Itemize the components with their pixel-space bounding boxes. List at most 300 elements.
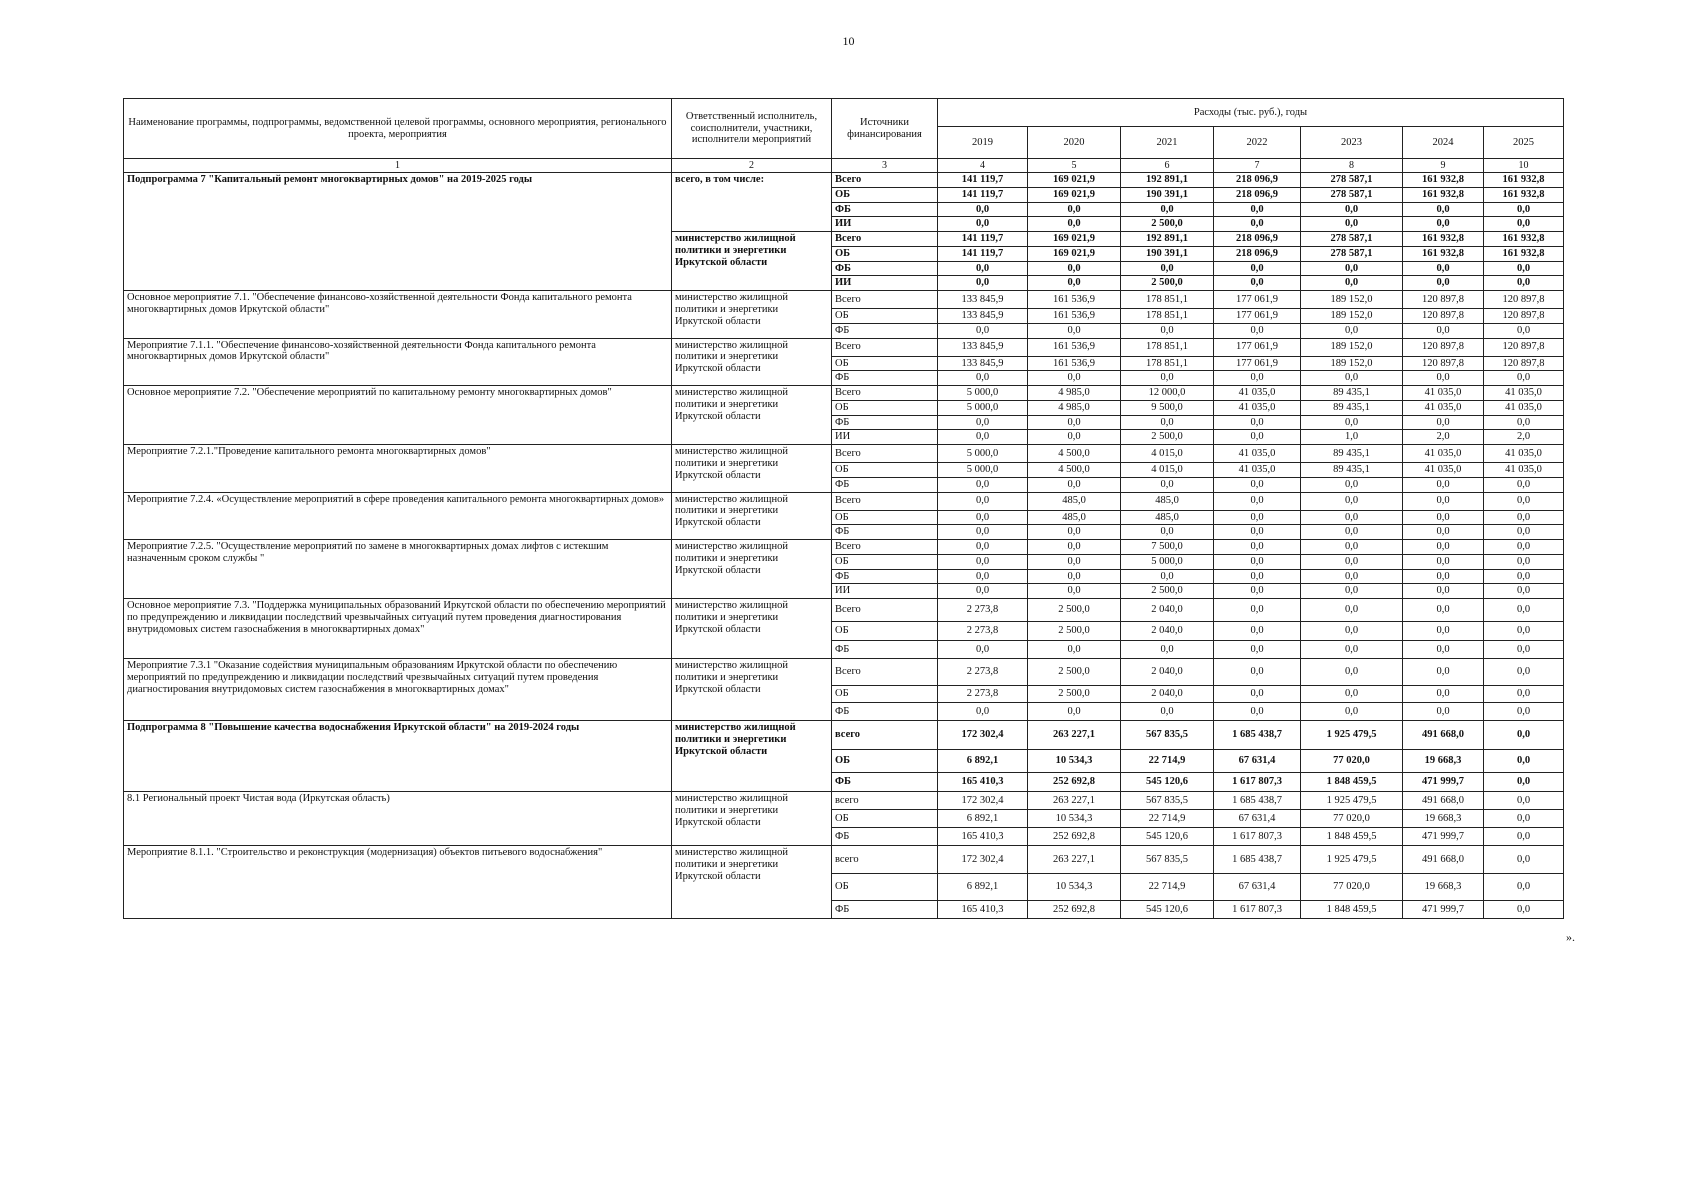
expense-value-cell: 0,0 — [938, 430, 1028, 445]
column-number: 8 — [1301, 159, 1403, 173]
expense-value-cell: 0,0 — [1214, 686, 1301, 703]
funding-source-cell: Всего — [832, 599, 938, 622]
expense-value-cell: 141 119,7 — [938, 246, 1028, 261]
expense-value-cell: 1 925 479,5 — [1301, 792, 1403, 810]
expense-value-cell: 2 500,0 — [1121, 217, 1214, 232]
expense-value-cell: 2 500,0 — [1028, 686, 1121, 703]
expense-value-cell: 0,0 — [1484, 525, 1564, 540]
expense-value-cell: 41 035,0 — [1403, 386, 1484, 401]
expense-value-cell: 0,0 — [938, 371, 1028, 386]
expense-value-cell: 1 925 479,5 — [1301, 846, 1403, 874]
expense-value-cell: 278 587,1 — [1301, 246, 1403, 261]
expense-value-cell: 41 035,0 — [1484, 386, 1564, 401]
expense-value-cell: 120 897,8 — [1484, 309, 1564, 324]
expense-value-cell: 5 000,0 — [938, 400, 1028, 415]
expense-value-cell: 1 617 807,3 — [1214, 828, 1301, 846]
expense-value-cell: 0,0 — [1121, 323, 1214, 338]
expense-value-cell: 218 096,9 — [1214, 232, 1301, 247]
expense-value-cell: 0,0 — [1301, 276, 1403, 291]
expense-value-cell: 6 892,1 — [938, 810, 1028, 828]
expense-value-cell: 471 999,7 — [1403, 901, 1484, 919]
funding-source-cell: всего — [832, 846, 938, 874]
expense-value-cell: 0,0 — [938, 477, 1028, 492]
expense-value-cell: 0,0 — [1301, 525, 1403, 540]
program-name-cell: Основное мероприятие 7.3. "Поддержка муниципальных образований Иркутской области по обеспечению мероприятий по предупреждению и ликвидации последствий чрезвычайных ситуаций путем проведения диагностирования внутридомовых систем газоснабжения в многоквартирных домах" — [124, 599, 672, 659]
expense-value-cell: 4 015,0 — [1121, 463, 1214, 478]
responsible-cell: министерство жилищной политики и энергетики Иркутской области — [672, 846, 832, 919]
expense-value-cell: 0,0 — [1484, 276, 1564, 291]
expense-value-cell: 2 040,0 — [1121, 659, 1214, 686]
expense-value-cell: 0,0 — [938, 261, 1028, 276]
expense-value-cell: 252 692,8 — [1028, 773, 1121, 792]
expense-value-cell: 41 035,0 — [1403, 445, 1484, 463]
expense-value-cell: 0,0 — [1028, 477, 1121, 492]
funding-source-cell: ФБ — [832, 641, 938, 659]
funding-source-cell: ОБ — [832, 750, 938, 773]
expense-value-cell: 0,0 — [1484, 792, 1564, 810]
header-expenses: Расходы (тыс. руб.), годы — [938, 99, 1564, 127]
expense-value-cell: 0,0 — [938, 510, 1028, 525]
expense-value-cell: 0,0 — [1028, 276, 1121, 291]
expense-value-cell: 0,0 — [1484, 828, 1564, 846]
funding-source-cell: ОБ — [832, 187, 938, 202]
funding-source-cell: ФБ — [832, 773, 938, 792]
funding-source-cell: ОБ — [832, 356, 938, 371]
expense-value-cell: 1 617 807,3 — [1214, 901, 1301, 919]
expense-value-cell: 1 848 459,5 — [1301, 901, 1403, 919]
expense-value-cell: 0,0 — [1301, 703, 1403, 721]
expense-value-cell: 192 891,1 — [1121, 232, 1214, 247]
expense-value-cell: 0,0 — [938, 554, 1028, 569]
funding-source-cell: Всего — [832, 173, 938, 188]
expense-value-cell: 7 500,0 — [1121, 540, 1214, 555]
funding-source-cell: ФБ — [832, 261, 938, 276]
funding-source-cell: Всего — [832, 291, 938, 309]
expense-value-cell: 0,0 — [1301, 217, 1403, 232]
expense-value-cell: 67 631,4 — [1214, 810, 1301, 828]
expense-value-cell: 545 120,6 — [1121, 773, 1214, 792]
closing-quote-mark: ». — [1566, 930, 1575, 944]
funding-source-cell: ФБ — [832, 828, 938, 846]
expense-value-cell: 5 000,0 — [938, 445, 1028, 463]
table-row — [124, 291, 1564, 309]
expense-value-cell: 0,0 — [1403, 599, 1484, 622]
expense-value-cell: 0,0 — [1301, 323, 1403, 338]
expense-value-cell: 0,0 — [1214, 323, 1301, 338]
expense-value-cell: 0,0 — [1301, 584, 1403, 599]
expense-value-cell: 0,0 — [1403, 217, 1484, 232]
responsible-cell: министерство жилищной политики и энергетики Иркутской области — [672, 492, 832, 540]
expense-value-cell: 5 000,0 — [938, 386, 1028, 401]
expense-value-cell: 278 587,1 — [1301, 187, 1403, 202]
expense-value-cell: 485,0 — [1028, 510, 1121, 525]
expense-value-cell: 0,0 — [1403, 492, 1484, 510]
expense-value-cell: 141 119,7 — [938, 173, 1028, 188]
expense-value-cell: 0,0 — [1214, 371, 1301, 386]
program-name-cell: Подпрограмма 7 "Капитальный ремонт многоквартирных домов" на 2019-2025 годы — [124, 173, 672, 291]
expense-value-cell: 0,0 — [1214, 202, 1301, 217]
expense-value-cell: 41 035,0 — [1214, 400, 1301, 415]
expense-value-cell: 0,0 — [1301, 569, 1403, 584]
expense-value-cell: 0,0 — [938, 492, 1028, 510]
expense-value-cell: 0,0 — [1484, 323, 1564, 338]
expense-value-cell: 2 040,0 — [1121, 599, 1214, 622]
funding-source-cell: всего — [832, 792, 938, 810]
expense-value-cell: 0,0 — [1403, 622, 1484, 641]
expense-value-cell: 0,0 — [1403, 540, 1484, 555]
expense-value-cell: 172 302,4 — [938, 846, 1028, 874]
funding-source-cell: ФБ — [832, 477, 938, 492]
expense-value-cell: 0,0 — [1403, 554, 1484, 569]
funding-source-cell: ИИ — [832, 217, 938, 232]
expense-value-cell: 178 851,1 — [1121, 291, 1214, 309]
expense-value-cell: 0,0 — [1214, 510, 1301, 525]
column-number: 1 — [124, 159, 672, 173]
funding-source-cell: всего — [832, 721, 938, 750]
expense-value-cell: 0,0 — [1301, 261, 1403, 276]
expense-value-cell: 189 152,0 — [1301, 291, 1403, 309]
expense-value-cell: 19 668,3 — [1403, 750, 1484, 773]
expense-value-cell: 0,0 — [1214, 217, 1301, 232]
expense-value-cell: 192 891,1 — [1121, 173, 1214, 188]
expense-value-cell: 0,0 — [1214, 554, 1301, 569]
funding-source-cell: ИИ — [832, 276, 938, 291]
expense-value-cell: 0,0 — [1403, 584, 1484, 599]
expense-value-cell: 190 391,1 — [1121, 187, 1214, 202]
expense-value-cell: 190 391,1 — [1121, 246, 1214, 261]
expense-value-cell: 165 410,3 — [938, 901, 1028, 919]
expense-value-cell: 0,0 — [1121, 569, 1214, 584]
expense-value-cell: 0,0 — [1403, 703, 1484, 721]
column-number: 3 — [832, 159, 938, 173]
expense-value-cell: 178 851,1 — [1121, 338, 1214, 356]
funding-source-cell: ОБ — [832, 510, 938, 525]
expense-value-cell: 1 848 459,5 — [1301, 828, 1403, 846]
expense-value-cell: 0,0 — [1484, 599, 1564, 622]
expense-value-cell: 177 061,9 — [1214, 309, 1301, 324]
expense-value-cell: 0,0 — [1484, 622, 1564, 641]
header-sources: Источники финансирования — [832, 99, 938, 159]
funding-source-cell: ОБ — [832, 400, 938, 415]
column-number: 2 — [672, 159, 832, 173]
expense-value-cell: 0,0 — [1028, 430, 1121, 445]
responsible-cell: министерство жилищной политики и энергетики Иркутской области — [672, 659, 832, 721]
expense-value-cell: 545 120,6 — [1121, 901, 1214, 919]
expense-value-cell: 0,0 — [1121, 415, 1214, 430]
expense-value-cell: 2 500,0 — [1121, 584, 1214, 599]
expense-value-cell: 161 536,9 — [1028, 309, 1121, 324]
funding-source-cell: ОБ — [832, 554, 938, 569]
table-row — [124, 386, 1564, 401]
expense-value-cell: 41 035,0 — [1484, 463, 1564, 478]
expense-value-cell: 0,0 — [938, 584, 1028, 599]
expense-value-cell: 263 227,1 — [1028, 721, 1121, 750]
expense-value-cell: 0,0 — [1121, 525, 1214, 540]
expense-value-cell: 77 020,0 — [1301, 874, 1403, 901]
expense-value-cell: 2 040,0 — [1121, 686, 1214, 703]
funding-source-cell: Всего — [832, 386, 938, 401]
expense-value-cell: 89 435,1 — [1301, 445, 1403, 463]
program-name-cell: Мероприятие 7.2.1."Проведение капитального ремонта многоквартирных домов" — [124, 445, 672, 493]
expense-value-cell: 178 851,1 — [1121, 309, 1214, 324]
expense-value-cell: 0,0 — [1403, 510, 1484, 525]
expense-value-cell: 0,0 — [1028, 554, 1121, 569]
expense-value-cell: 177 061,9 — [1214, 356, 1301, 371]
expense-value-cell: 0,0 — [1214, 659, 1301, 686]
expense-value-cell: 252 692,8 — [1028, 901, 1121, 919]
expense-value-cell: 189 152,0 — [1301, 356, 1403, 371]
expense-value-cell: 161 932,8 — [1403, 173, 1484, 188]
expense-value-cell: 4 500,0 — [1028, 445, 1121, 463]
table-row — [124, 721, 1564, 750]
expense-value-cell: 0,0 — [1214, 584, 1301, 599]
expense-value-cell: 41 035,0 — [1214, 445, 1301, 463]
expense-value-cell: 2 500,0 — [1121, 276, 1214, 291]
header-year: 2023 — [1301, 127, 1403, 159]
expense-value-cell: 4 015,0 — [1121, 445, 1214, 463]
expense-value-cell: 0,0 — [1028, 540, 1121, 555]
expense-value-cell: 0,0 — [1403, 477, 1484, 492]
expense-value-cell: 2 040,0 — [1121, 622, 1214, 641]
expense-value-cell: 0,0 — [1484, 371, 1564, 386]
expense-value-cell: 0,0 — [1028, 261, 1121, 276]
expense-value-cell: 10 534,3 — [1028, 810, 1121, 828]
responsible-cell: министерство жилищной политики и энергетики Иркутской области — [672, 291, 832, 339]
expense-value-cell: 0,0 — [1121, 703, 1214, 721]
expense-value-cell: 1 848 459,5 — [1301, 773, 1403, 792]
expense-value-cell: 77 020,0 — [1301, 810, 1403, 828]
expense-value-cell: 0,0 — [1214, 540, 1301, 555]
program-name-cell: Мероприятие 7.2.5. "Осуществление мероприятий по замене в многоквартирных домах лифтов с истекшим назначенным сроком службы " — [124, 540, 672, 599]
program-name-cell: Мероприятие 7.3.1 "Оказание содействия муниципальным образованиям Иркутской области по обеспечению мероприятий по предупреждению и ликвидации последствий чрезвычайных ситуаций путем проведения диагностирования внутридомовых систем газоснабжения в многоквартирных домах" — [124, 659, 672, 721]
expense-value-cell: 0,0 — [1484, 874, 1564, 901]
header-year: 2019 — [938, 127, 1028, 159]
expense-value-cell: 67 631,4 — [1214, 750, 1301, 773]
expense-value-cell: 10 534,3 — [1028, 874, 1121, 901]
expense-value-cell: 1 617 807,3 — [1214, 773, 1301, 792]
responsible-cell: министерство жилищной политики и энергетики Иркутской области — [672, 540, 832, 599]
expense-value-cell: 567 835,5 — [1121, 846, 1214, 874]
expense-value-cell: 0,0 — [1484, 721, 1564, 750]
expense-value-cell: 0,0 — [938, 641, 1028, 659]
expense-value-cell: 5 000,0 — [938, 463, 1028, 478]
funding-source-cell: ИИ — [832, 430, 938, 445]
program-name-cell: Основное мероприятие 7.1. "Обеспечение финансово-хозяйственной деятельности Фонда капитального ремонта многоквартирных домов Иркутской области" — [124, 291, 672, 339]
header-year: 2021 — [1121, 127, 1214, 159]
expense-value-cell: 133 845,9 — [938, 291, 1028, 309]
expense-value-cell: 120 897,8 — [1484, 338, 1564, 356]
funding-source-cell: Всего — [832, 232, 938, 247]
expense-value-cell: 89 435,1 — [1301, 386, 1403, 401]
expense-value-cell: 485,0 — [1028, 492, 1121, 510]
expense-value-cell: 0,0 — [1121, 261, 1214, 276]
expense-value-cell: 1,0 — [1301, 430, 1403, 445]
funding-source-cell: ИИ — [832, 584, 938, 599]
expense-value-cell: 0,0 — [1028, 371, 1121, 386]
expense-value-cell: 0,0 — [1028, 323, 1121, 338]
expense-value-cell: 1 925 479,5 — [1301, 721, 1403, 750]
expense-value-cell: 0,0 — [1214, 599, 1301, 622]
table-row — [124, 792, 1564, 810]
expense-value-cell: 485,0 — [1121, 492, 1214, 510]
expense-value-cell: 89 435,1 — [1301, 400, 1403, 415]
expense-value-cell: 161 932,8 — [1403, 187, 1484, 202]
expense-value-cell: 41 035,0 — [1403, 463, 1484, 478]
expense-value-cell: 0,0 — [938, 703, 1028, 721]
expense-value-cell: 0,0 — [1484, 510, 1564, 525]
expense-value-cell: 0,0 — [938, 276, 1028, 291]
expense-value-cell: 133 845,9 — [938, 356, 1028, 371]
expense-value-cell: 0,0 — [1301, 510, 1403, 525]
expense-value-cell: 161 932,8 — [1403, 232, 1484, 247]
expense-value-cell: 0,0 — [1484, 686, 1564, 703]
program-name-cell: Мероприятие 8.1.1. "Строительство и реконструкция (модернизация) объектов питьевого водоснабжения" — [124, 846, 672, 919]
expense-value-cell: 0,0 — [1214, 415, 1301, 430]
expense-value-cell: 0,0 — [938, 415, 1028, 430]
expense-value-cell: 491 668,0 — [1403, 792, 1484, 810]
expense-value-cell: 141 119,7 — [938, 187, 1028, 202]
expense-value-cell: 2 273,8 — [938, 622, 1028, 641]
header-year: 2025 — [1484, 127, 1564, 159]
expense-value-cell: 471 999,7 — [1403, 773, 1484, 792]
expense-value-cell: 141 119,7 — [938, 232, 1028, 247]
expense-value-cell: 0,0 — [1301, 415, 1403, 430]
expense-value-cell: 0,0 — [1301, 540, 1403, 555]
expense-value-cell: 0,0 — [938, 323, 1028, 338]
funding-source-cell: ФБ — [832, 415, 938, 430]
expense-value-cell: 491 668,0 — [1403, 846, 1484, 874]
program-name-cell: 8.1 Региональный проект Чистая вода (Иркутская область) — [124, 792, 672, 846]
expense-value-cell: 0,0 — [938, 525, 1028, 540]
expense-value-cell: 0,0 — [1121, 477, 1214, 492]
funding-source-cell: Всего — [832, 445, 938, 463]
expense-value-cell: 0,0 — [1403, 659, 1484, 686]
expense-value-cell: 218 096,9 — [1214, 187, 1301, 202]
expense-value-cell: 178 851,1 — [1121, 356, 1214, 371]
expense-value-cell: 0,0 — [1301, 641, 1403, 659]
expense-value-cell: 120 897,8 — [1403, 338, 1484, 356]
expense-value-cell: 2 500,0 — [1121, 430, 1214, 445]
expense-value-cell: 2,0 — [1403, 430, 1484, 445]
expense-value-cell: 189 152,0 — [1301, 309, 1403, 324]
expense-value-cell: 12 000,0 — [1121, 386, 1214, 401]
expense-value-cell: 172 302,4 — [938, 792, 1028, 810]
expense-value-cell: 567 835,5 — [1121, 792, 1214, 810]
expense-value-cell: 0,0 — [1484, 202, 1564, 217]
funding-source-cell: ОБ — [832, 622, 938, 641]
expense-value-cell: 120 897,8 — [1403, 309, 1484, 324]
table-row — [124, 492, 1564, 510]
expense-value-cell: 0,0 — [1484, 477, 1564, 492]
funding-source-cell: ОБ — [832, 246, 938, 261]
responsible-cell: министерство жилищной политики и энергетики Иркутской области — [672, 386, 832, 445]
responsible-cell: всего, в том числе: — [672, 173, 832, 232]
expense-value-cell: 0,0 — [1214, 477, 1301, 492]
responsible-cell: министерство жилищной политики и энергетики Иркутской области — [672, 338, 832, 386]
funding-source-cell: Всего — [832, 338, 938, 356]
expense-value-cell: 133 845,9 — [938, 338, 1028, 356]
expense-value-cell: 9 500,0 — [1121, 400, 1214, 415]
expense-value-cell: 0,0 — [938, 569, 1028, 584]
expense-value-cell: 0,0 — [1301, 477, 1403, 492]
expense-value-cell: 0,0 — [1403, 641, 1484, 659]
expense-value-cell: 0,0 — [1403, 525, 1484, 540]
expense-value-cell: 41 035,0 — [1214, 463, 1301, 478]
expense-value-cell: 252 692,8 — [1028, 828, 1121, 846]
responsible-cell: министерство жилищной политики и энергетики Иркутской области — [672, 792, 832, 846]
column-number: 5 — [1028, 159, 1121, 173]
expense-value-cell: 278 587,1 — [1301, 232, 1403, 247]
expense-value-cell: 0,0 — [1403, 276, 1484, 291]
expense-value-cell: 77 020,0 — [1301, 750, 1403, 773]
expense-value-cell: 165 410,3 — [938, 773, 1028, 792]
expense-value-cell: 0,0 — [1484, 261, 1564, 276]
expense-value-cell: 120 897,8 — [1403, 356, 1484, 371]
table-row — [124, 540, 1564, 555]
expense-value-cell: 0,0 — [938, 217, 1028, 232]
page-number: 10 — [842, 34, 855, 48]
expense-value-cell: 0,0 — [1121, 202, 1214, 217]
expense-value-cell: 0,0 — [1403, 686, 1484, 703]
expense-value-cell: 67 631,4 — [1214, 874, 1301, 901]
expense-value-cell: 0,0 — [1214, 261, 1301, 276]
expense-value-cell: 0,0 — [1214, 276, 1301, 291]
expense-value-cell: 89 435,1 — [1301, 463, 1403, 478]
expense-value-cell: 22 714,9 — [1121, 810, 1214, 828]
expense-value-cell: 120 897,8 — [1484, 356, 1564, 371]
expense-value-cell: 0,0 — [1403, 371, 1484, 386]
expense-value-cell: 0,0 — [1121, 371, 1214, 386]
program-name-cell: Подпрограмма 8 "Повышение качества водоснабжения Иркутской области" на 2019-2024 годы — [124, 721, 672, 792]
expense-value-cell: 161 932,8 — [1484, 246, 1564, 261]
expense-value-cell: 0,0 — [1301, 599, 1403, 622]
table-row — [124, 599, 1564, 622]
expense-value-cell: 0,0 — [1214, 641, 1301, 659]
expense-value-cell: 0,0 — [1301, 371, 1403, 386]
expense-value-cell: 161 536,9 — [1028, 291, 1121, 309]
expense-value-cell: 41 035,0 — [1403, 400, 1484, 415]
funding-source-cell: ФБ — [832, 703, 938, 721]
expense-value-cell: 491 668,0 — [1403, 721, 1484, 750]
expense-value-cell: 278 587,1 — [1301, 173, 1403, 188]
expense-value-cell: 4 985,0 — [1028, 400, 1121, 415]
program-name-cell: Основное мероприятие 7.2. "Обеспечение мероприятий по капитальному ремонту многоквартирных домов" — [124, 386, 672, 445]
column-number: 10 — [1484, 159, 1564, 173]
expense-value-cell: 1 685 438,7 — [1214, 846, 1301, 874]
header-responsible: Ответственный исполнитель, соисполнители, участники, исполнители мероприятий — [672, 99, 832, 159]
expense-value-cell: 0,0 — [1484, 641, 1564, 659]
expense-value-cell: 2 273,8 — [938, 659, 1028, 686]
expense-value-cell: 161 932,8 — [1484, 173, 1564, 188]
funding-source-cell: ОБ — [832, 686, 938, 703]
expense-value-cell: 0,0 — [1028, 641, 1121, 659]
expense-value-cell: 485,0 — [1121, 510, 1214, 525]
expense-value-cell: 0,0 — [1028, 202, 1121, 217]
expense-value-cell: 2,0 — [1484, 430, 1564, 445]
expense-value-cell: 0,0 — [1484, 540, 1564, 555]
expense-value-cell: 177 061,9 — [1214, 291, 1301, 309]
expense-value-cell: 0,0 — [1484, 773, 1564, 792]
funding-source-cell: ОБ — [832, 309, 938, 324]
expense-value-cell: 0,0 — [1028, 415, 1121, 430]
expense-value-cell: 0,0 — [1028, 584, 1121, 599]
funding-source-cell: ОБ — [832, 874, 938, 901]
expense-value-cell: 169 021,9 — [1028, 246, 1121, 261]
expense-value-cell: 218 096,9 — [1214, 173, 1301, 188]
expense-value-cell: 0,0 — [1214, 569, 1301, 584]
expense-value-cell: 0,0 — [1484, 703, 1564, 721]
expense-value-cell: 545 120,6 — [1121, 828, 1214, 846]
